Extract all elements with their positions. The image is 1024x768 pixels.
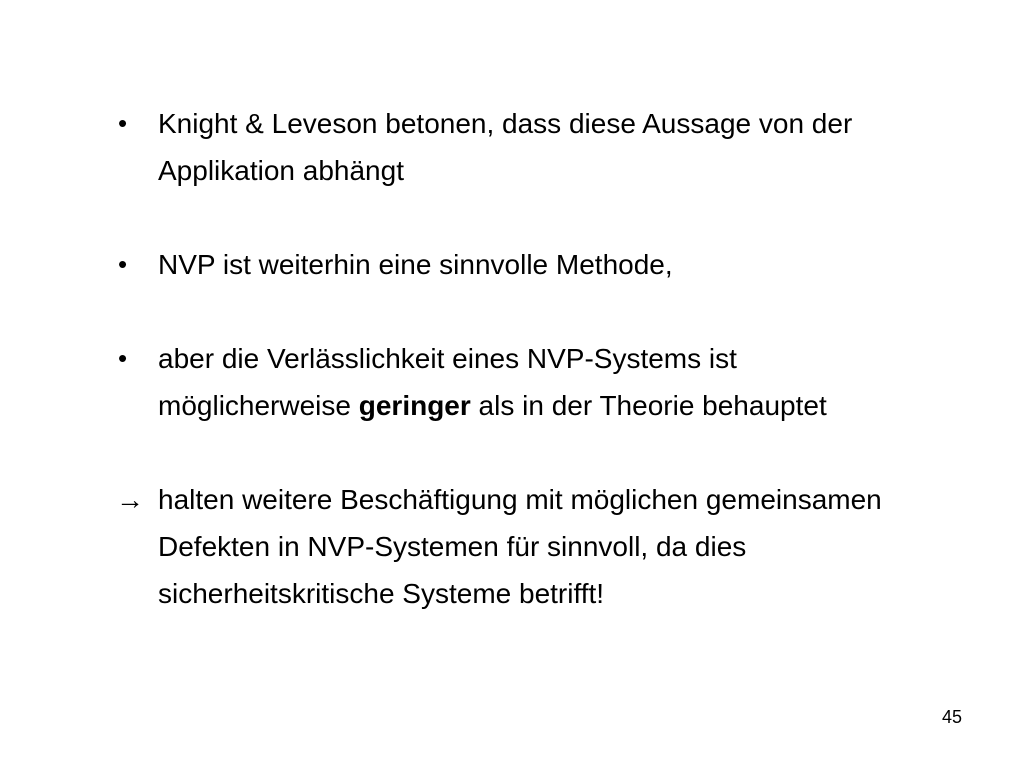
conclusion-item — [116, 476, 896, 617]
arrow-right-icon: → — [116, 484, 144, 515]
bullet-text: Knight & Leveson betonen, dass diese Aussage von der Applikation abhängt — [158, 108, 853, 186]
bullet-marker: • — [118, 343, 128, 373]
page-number: 45 — [941, 707, 962, 727]
slide-content — [116, 100, 896, 617]
bullet-marker: • — [118, 108, 128, 138]
bullet-item — [116, 100, 896, 194]
bullet-text-after: als in der Theorie behauptet — [470, 390, 827, 421]
bullet-item — [116, 241, 896, 288]
conclusion-text: halten weitere Beschäftigung mit möglichen gemeinsamen Defekten in NVP-Systemen für sinnvoll, da dies sicherheitskritische Systeme betrifft! — [158, 484, 882, 609]
bullet-text-bold: geringer — [358, 390, 471, 421]
bullet-item — [116, 335, 896, 429]
bullet-text-before: aber die Verlässlichkeit eines NVP-Systems ist möglicherweise — [158, 343, 737, 421]
bullet-marker: • — [118, 249, 128, 279]
bullet-text: NVP ist weiterhin eine sinnvolle Methode, — [158, 249, 673, 280]
